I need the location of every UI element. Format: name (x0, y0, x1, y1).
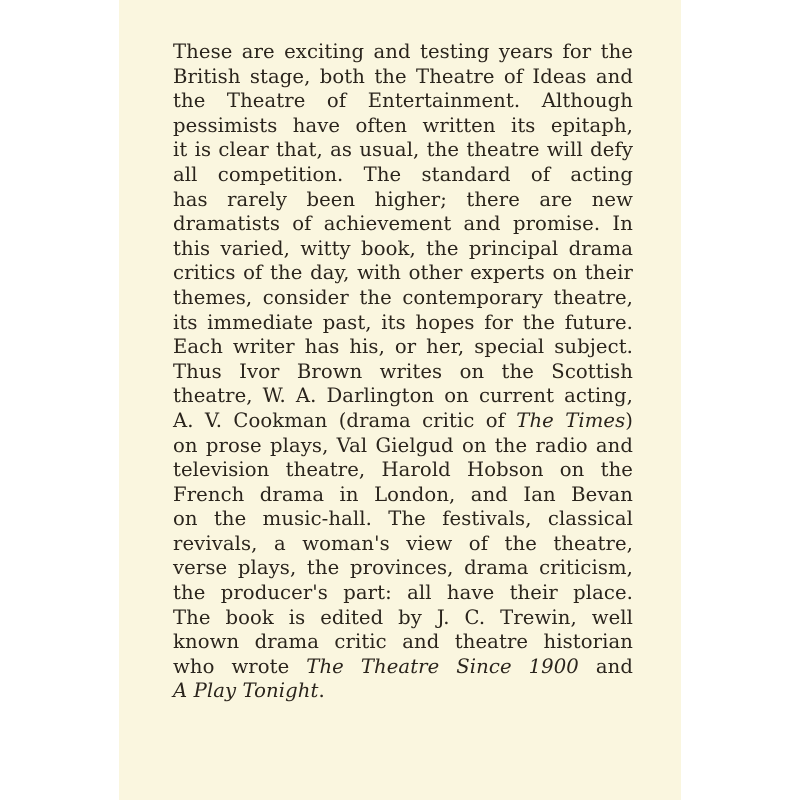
text-run: Thus Ivor Brown writes on the Scottish (173, 359, 633, 383)
text-run: British stage, both the Theatre of Ideas and (173, 64, 633, 88)
text-line (173, 311, 633, 336)
text-run: Each writer has his, or her, special subject. (173, 335, 633, 359)
text-line (173, 532, 633, 557)
text-line (173, 655, 633, 680)
text-line (173, 606, 633, 631)
text-line (173, 188, 633, 213)
text-run: themes, consider the contemporary theatre, (173, 285, 633, 309)
text-line (173, 261, 633, 286)
text-run: dramatists of achievement and promise. In (173, 212, 633, 236)
text-run: this varied, witty book, the principal drama (173, 236, 633, 260)
text-line (173, 237, 633, 262)
text-run: on prose plays, Val Gielgud on the radio and (173, 433, 633, 457)
text-line (173, 65, 633, 90)
text-run: who wrote (173, 654, 307, 678)
text-line (173, 40, 633, 65)
text-run: all competition. The standard of acting (173, 162, 633, 186)
text-run: its immediate past, its hopes for the future. (173, 310, 633, 334)
text-line (173, 114, 633, 139)
text-line (173, 138, 633, 163)
text-run: The book is edited by J. C. Trewin, well (173, 605, 633, 629)
text-run: the Theatre of Entertainment. Although (173, 89, 633, 113)
text-line (173, 89, 633, 114)
text-line (173, 507, 633, 532)
text-line (173, 483, 633, 508)
text-run: revivals, a woman's view of the theatre, (173, 531, 633, 555)
text-run: has rarely been higher; there are new (173, 187, 633, 211)
text-line (173, 434, 633, 459)
text-line (173, 409, 633, 434)
text-run: critics of the day, with other experts on their (173, 261, 633, 285)
text-run: A. V. Cookman (drama critic of (173, 408, 517, 432)
text-run: known drama critic and theatre historian (173, 630, 633, 654)
text-line (173, 384, 633, 409)
text-line (173, 163, 633, 188)
text-line (173, 630, 633, 655)
text-run: ) (625, 408, 634, 432)
text-run: verse plays, the provinces, drama criticism, (173, 556, 633, 580)
italic-title: The Times (516, 408, 626, 432)
text-line (173, 458, 633, 483)
text-run: it is clear that, as usual, the theatre will defy (173, 138, 633, 162)
text-run: the producer's part: all have their place. (173, 581, 633, 605)
text-line (173, 581, 633, 606)
text-run: theatre, W. A. Darlington on current acting, (173, 384, 633, 408)
text-run: . (318, 679, 325, 703)
text-line (173, 679, 633, 704)
text-run: French drama in London, and Ian Bevan (173, 482, 633, 506)
italic-title: A Play Tonight (173, 679, 319, 703)
italic-title: The Theatre Since 1900 (306, 654, 579, 678)
text-run: and (578, 654, 633, 678)
text-line (173, 212, 633, 237)
text-line (173, 335, 633, 360)
text-run: television theatre, Harold Hobson on the (173, 458, 633, 482)
blurb-text (173, 40, 653, 704)
text-run: pessimists have often written its epitaph, (173, 113, 633, 137)
text-line (173, 286, 633, 311)
text-run: These are exciting and testing years for the (173, 40, 633, 63)
text-line (173, 360, 633, 385)
text-run: on the music-hall. The festivals, classical (173, 507, 633, 531)
text-line (173, 556, 633, 581)
